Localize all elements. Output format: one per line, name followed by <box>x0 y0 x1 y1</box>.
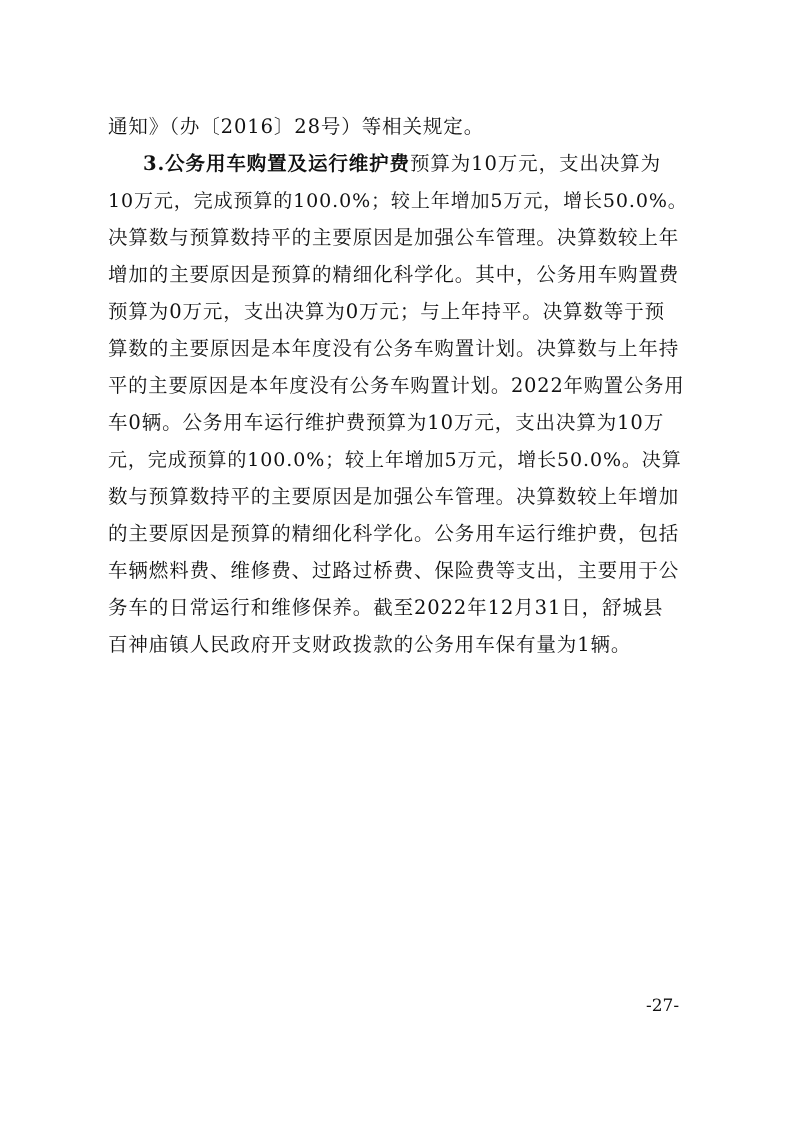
paragraph-line-11: 数与预算数持平的主要原因是加强公车管理。决算数较上年增加 <box>108 485 680 508</box>
paragraph-line-6: 预算为0万元，支出决算为0万元；与上年持平。决算数等于预 <box>108 300 666 323</box>
paragraph-line-15: 百神庙镇人民政府开支财政拨款的公务用车保有量为1辆。 <box>108 633 632 656</box>
page-number: -27- <box>646 996 680 1016</box>
paragraph-line-8: 平的主要原因是本年度没有公务车购置计划。2022年购置公务用 <box>108 374 685 397</box>
paragraph-line-1: 通知》（办〔2016〕28号）等相关规定。 <box>108 115 485 138</box>
paragraph-line-10: 元，完成预算的100.0%；较上年增加5万元，增长50.0%。决算 <box>108 449 682 471</box>
paragraph-line-7: 算数的主要原因是本年度没有公务车购置计划。决算数与上年持 <box>108 337 680 360</box>
heading-continuation: 预算为10万元，支出决算为 <box>409 152 661 175</box>
paragraph-line-12: 的主要原因是预算的精细化科学化。公务用车运行维护费，包括 <box>108 522 680 545</box>
paragraph-line-3: 10万元，完成预算的100.0%；较上年增加5万元，增长50.0%。 <box>108 190 688 212</box>
paragraph-line-5: 增加的主要原因是预算的精细化科学化。其中，公务用车购置费 <box>108 263 680 286</box>
section-heading: 3.公务用车购置及运行维护费 <box>143 152 410 175</box>
paragraph-line-13: 车辆燃料费、维修费、过路过桥费、保险费等支出，主要用于公 <box>108 559 680 582</box>
paragraph-line-9: 车0辆。公务用车运行维护费预算为10万元，支出决算为10万 <box>108 411 665 434</box>
paragraph-line-4: 决算数与预算数持平的主要原因是加强公车管理。决算数较上年 <box>108 226 680 249</box>
paragraph-line-14: 务车的日常运行和维修保养。截至2022年12月31日，舒城县 <box>108 596 664 619</box>
paragraph-line-2 <box>143 149 688 179</box>
